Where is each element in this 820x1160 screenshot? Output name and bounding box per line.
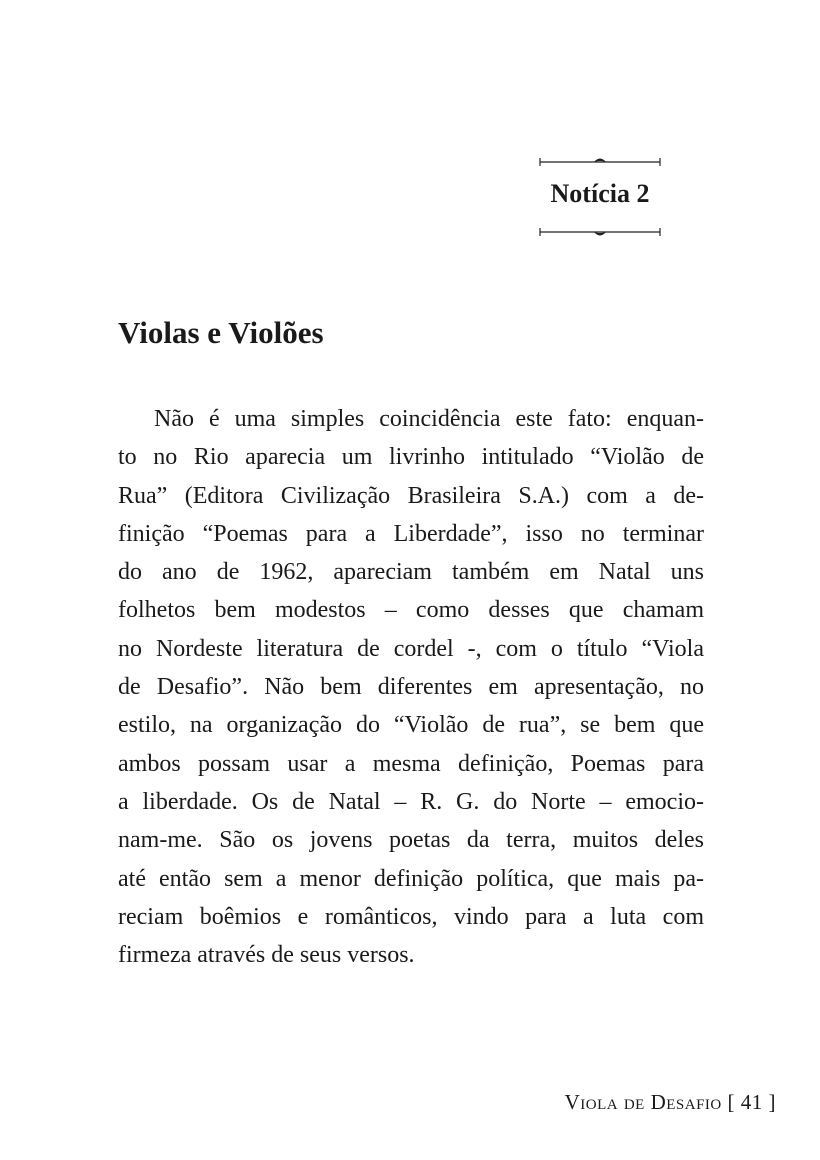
paragraph-line: até então sem a menor definição política, que mais pa- — [118, 865, 704, 892]
paragraph-line: estilo, na organização do “Violão de rua”, se bem que — [118, 712, 704, 739]
flourish-divider-icon — [538, 226, 662, 238]
page-number: [ 41 ] — [727, 1090, 776, 1114]
paragraph-line: do ano de 1962, apareciam também em Natal uns — [118, 559, 704, 586]
paragraph-line: Não é uma simples coincidência este fato: enquan- — [154, 406, 704, 432]
paragraph-line: no Nordeste literatura de cordel -, com o título “Viola — [118, 635, 704, 662]
flourish-divider-icon — [538, 156, 662, 168]
running-title: Viola de Desafio — [564, 1090, 722, 1114]
paragraph-line: finição “Poemas para a Liberdade”, isso no terminar — [118, 520, 704, 547]
paragraph-line: a liberdade. Os de Natal – R. G. do Norte – emocio- — [118, 788, 704, 815]
paragraph-line: reciam boêmios e românticos, vindo para a luta com — [118, 903, 704, 930]
section-label: Notícia 2 — [550, 179, 650, 208]
paragraph-line: firmeza através de seus versos. — [118, 942, 415, 969]
paragraph-line: folhetos bem modestos – como desses que chamam — [118, 597, 704, 624]
paragraph-line: ambos possam usar a mesma definição, Poemas para — [118, 750, 704, 777]
page-footer — [565, 1087, 776, 1117]
chapter-heading: Violas e Violões — [118, 315, 324, 350]
paragraph-line: to no Rio aparecia um livrinho intitulado “Violão de — [118, 444, 704, 471]
body-paragraph — [118, 400, 704, 974]
paragraph-line: de Desafio”. Não bem diferentes em apresentação, no — [118, 674, 704, 701]
paragraph-line: Rua” (Editora Civilização Brasileira S.A.) com a de- — [118, 482, 704, 509]
paragraph-line: nam-me. São os jovens poetas da terra, muitos deles — [118, 827, 704, 854]
